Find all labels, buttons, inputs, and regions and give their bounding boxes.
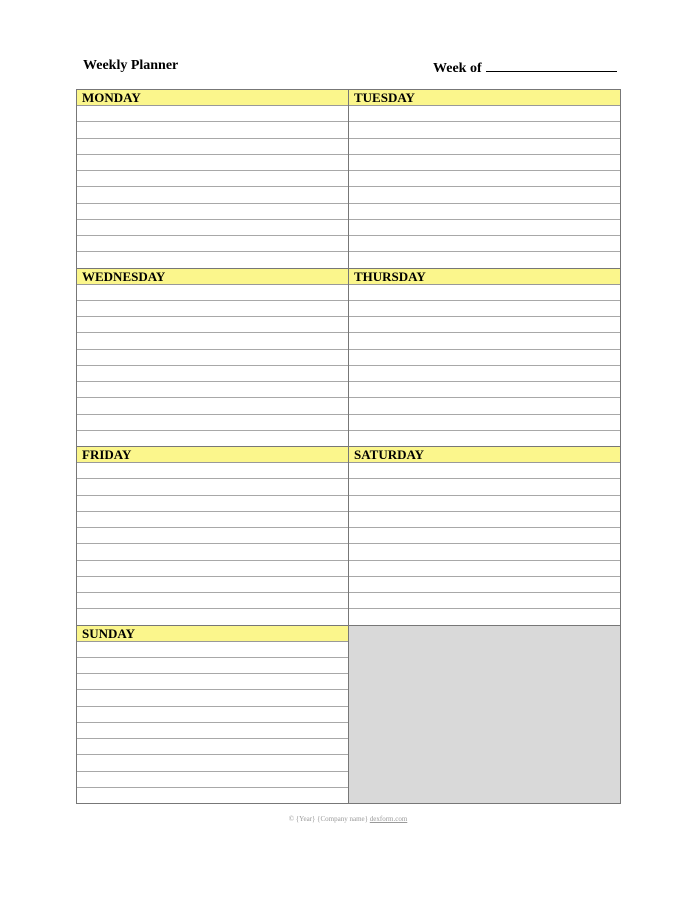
writing-line[interactable] bbox=[77, 528, 348, 544]
writing-line[interactable] bbox=[349, 398, 620, 414]
planner-header bbox=[0, 57, 696, 77]
writing-line[interactable] bbox=[349, 252, 620, 267]
writing-line[interactable] bbox=[77, 496, 348, 512]
writing-line[interactable] bbox=[77, 333, 348, 349]
day-lines-wednesday bbox=[77, 285, 348, 447]
writing-line[interactable] bbox=[77, 301, 348, 317]
week-of-field[interactable] bbox=[433, 57, 617, 78]
day-header-sunday: SUNDAY bbox=[77, 626, 348, 642]
writing-line[interactable] bbox=[349, 220, 620, 236]
writing-line[interactable] bbox=[77, 366, 348, 382]
writing-line[interactable] bbox=[77, 739, 348, 755]
footer bbox=[0, 815, 696, 823]
writing-line[interactable] bbox=[77, 155, 348, 171]
day-block-wednesday bbox=[77, 269, 349, 448]
writing-line[interactable] bbox=[349, 155, 620, 171]
day-header-wednesday: WEDNESDAY bbox=[77, 269, 348, 285]
writing-line[interactable] bbox=[349, 139, 620, 155]
writing-line[interactable] bbox=[77, 139, 348, 155]
day-lines-sunday bbox=[77, 642, 348, 804]
writing-line[interactable] bbox=[77, 236, 348, 252]
writing-line[interactable] bbox=[349, 479, 620, 495]
writing-line[interactable] bbox=[349, 204, 620, 220]
writing-line[interactable] bbox=[77, 415, 348, 431]
writing-line[interactable] bbox=[77, 350, 348, 366]
writing-line[interactable] bbox=[77, 317, 348, 333]
writing-line[interactable] bbox=[349, 187, 620, 203]
writing-line[interactable] bbox=[77, 220, 348, 236]
writing-line[interactable] bbox=[77, 788, 348, 803]
writing-line[interactable] bbox=[349, 415, 620, 431]
writing-line[interactable] bbox=[77, 431, 348, 446]
day-block-monday bbox=[77, 90, 349, 269]
writing-line[interactable] bbox=[349, 431, 620, 446]
writing-line[interactable] bbox=[349, 317, 620, 333]
writing-line[interactable] bbox=[349, 122, 620, 138]
writing-line[interactable] bbox=[77, 479, 348, 495]
writing-line[interactable] bbox=[349, 301, 620, 317]
writing-line[interactable] bbox=[77, 772, 348, 788]
day-block-saturday bbox=[349, 447, 621, 626]
footer-copyright: © {Year} {Company name} bbox=[288, 815, 369, 823]
week-of-label: Week of bbox=[433, 61, 482, 76]
writing-line[interactable] bbox=[77, 544, 348, 560]
writing-line[interactable] bbox=[349, 382, 620, 398]
day-lines-thursday bbox=[349, 285, 620, 447]
writing-line[interactable] bbox=[77, 122, 348, 138]
day-header-thursday: THURSDAY bbox=[349, 269, 620, 285]
writing-line[interactable] bbox=[77, 690, 348, 706]
writing-line[interactable] bbox=[349, 236, 620, 252]
day-header-monday: MONDAY bbox=[77, 90, 348, 106]
writing-line[interactable] bbox=[349, 106, 620, 122]
day-header-saturday: SATURDAY bbox=[349, 447, 620, 463]
writing-line[interactable] bbox=[77, 382, 348, 398]
day-lines-tuesday bbox=[349, 106, 620, 268]
writing-line[interactable] bbox=[349, 463, 620, 479]
writing-line[interactable] bbox=[77, 674, 348, 690]
writing-line[interactable] bbox=[349, 350, 620, 366]
writing-line[interactable] bbox=[349, 171, 620, 187]
writing-line[interactable] bbox=[77, 285, 348, 301]
writing-line[interactable] bbox=[349, 512, 620, 528]
writing-line[interactable] bbox=[349, 577, 620, 593]
writing-line[interactable] bbox=[77, 106, 348, 122]
writing-line[interactable] bbox=[77, 204, 348, 220]
day-block-sunday bbox=[77, 626, 349, 805]
writing-line[interactable] bbox=[349, 333, 620, 349]
day-header-tuesday: TUESDAY bbox=[349, 90, 620, 106]
writing-line[interactable] bbox=[349, 496, 620, 512]
day-lines-friday bbox=[77, 463, 348, 625]
footer-link[interactable]: dexform.com bbox=[369, 815, 408, 823]
writing-line[interactable] bbox=[349, 609, 620, 624]
writing-line[interactable] bbox=[77, 642, 348, 658]
writing-line[interactable] bbox=[77, 609, 348, 624]
writing-line[interactable] bbox=[77, 398, 348, 414]
day-lines-saturday bbox=[349, 463, 620, 625]
writing-line[interactable] bbox=[77, 577, 348, 593]
day-block-tuesday bbox=[349, 90, 621, 269]
writing-line[interactable] bbox=[77, 707, 348, 723]
writing-line[interactable] bbox=[349, 544, 620, 560]
writing-line[interactable] bbox=[349, 285, 620, 301]
writing-line[interactable] bbox=[77, 658, 348, 674]
writing-line[interactable] bbox=[77, 252, 348, 267]
page-title: Weekly Planner bbox=[83, 58, 179, 73]
day-block-friday bbox=[77, 447, 349, 626]
writing-line[interactable] bbox=[77, 512, 348, 528]
day-lines-monday bbox=[77, 106, 348, 268]
planner-grid bbox=[76, 89, 621, 804]
writing-line[interactable] bbox=[77, 171, 348, 187]
writing-line[interactable] bbox=[349, 561, 620, 577]
writing-line[interactable] bbox=[349, 593, 620, 609]
writing-line[interactable] bbox=[77, 561, 348, 577]
writing-line[interactable] bbox=[77, 463, 348, 479]
writing-line[interactable] bbox=[77, 723, 348, 739]
week-of-blank-line[interactable] bbox=[486, 57, 617, 72]
writing-line[interactable] bbox=[77, 755, 348, 771]
empty-filler-block bbox=[349, 626, 621, 805]
day-block-thursday bbox=[349, 269, 621, 448]
writing-line[interactable] bbox=[349, 528, 620, 544]
day-header-friday: FRIDAY bbox=[77, 447, 348, 463]
writing-line[interactable] bbox=[77, 593, 348, 609]
writing-line[interactable] bbox=[77, 187, 348, 203]
writing-line[interactable] bbox=[349, 366, 620, 382]
